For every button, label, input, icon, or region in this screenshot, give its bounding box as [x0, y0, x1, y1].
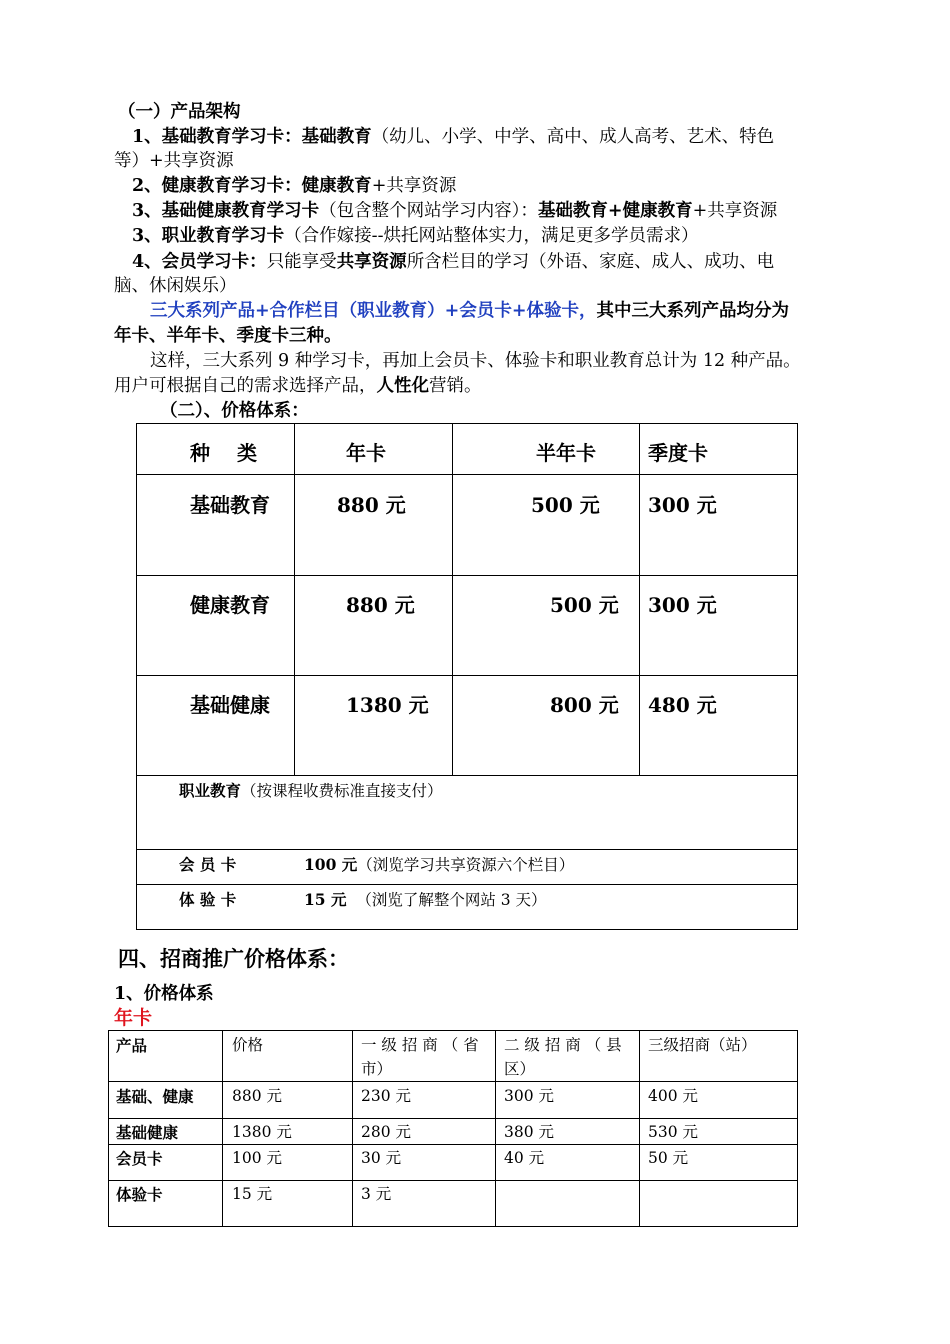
vocational-row: 职业教育（按课程收费标准直接支付） [179, 781, 443, 800]
para1: 这样，三大系列 9 种学习卡，再加上会员卡、体验卡和职业教育总计为 12 种产品。 [150, 351, 801, 371]
row3-year: 1380 元 [346, 693, 429, 717]
row3-quarter: 480 元 [648, 693, 717, 717]
row2-kind: 健康教育 [190, 593, 270, 617]
row2-quarter: 300 元 [648, 593, 717, 617]
t2-row3-level1: 30 元 [361, 1149, 402, 1167]
trial-detail: 15 元 （浏览了解整个网站 3 天） [304, 890, 547, 909]
para2: 用户可根据自己的需求选择产品，人性化营销。 [114, 376, 482, 396]
t2-row2-price: 1380 元 [232, 1123, 292, 1141]
t2-row3-price: 100 元 [232, 1149, 283, 1167]
t2-row4-product: 体验卡 [116, 1185, 163, 1204]
t2-row4-price: 15 元 [232, 1185, 273, 1203]
t2-header-price: 价格 [232, 1036, 264, 1054]
item1-line: 1、基础教育学习卡：基础教育（幼儿、小学、中学、高中、成人高考、艺术、特色 [132, 127, 775, 147]
header-kind: 种 类 [190, 441, 257, 465]
member-label: 会 员 卡 [179, 855, 237, 874]
row3-kind: 基础健康 [190, 693, 270, 717]
trial-label: 体 验 卡 [179, 890, 237, 909]
summary-cont: 年卡、半年卡、季度卡三种。 [114, 326, 342, 346]
t2-row1-level2: 300 元 [504, 1087, 555, 1105]
price-table [136, 423, 798, 930]
row2-half-year: 500 元 [550, 593, 619, 617]
header-year: 年卡 [346, 441, 386, 465]
row1-half-year: 500 元 [531, 493, 600, 517]
agency-price-table [108, 1030, 798, 1227]
item5-cont: 脑、休闲娱乐） [114, 276, 237, 296]
t2-header-level2-cont: 区） [504, 1060, 536, 1078]
item3-line: 3、基础健康教育学习卡（包含整个网站学习内容）：基础教育+健康教育+共享资源 [132, 201, 778, 221]
t2-row2-level3: 530 元 [648, 1123, 699, 1141]
t2-row2-level2: 380 元 [504, 1123, 555, 1141]
row3-half-year: 800 元 [550, 693, 619, 717]
section4-sub: 1、价格体系 [114, 984, 214, 1004]
header-half-year: 半年卡 [536, 441, 596, 465]
section2-title: （二）、价格体系： [160, 401, 309, 421]
t2-row2-level1: 280 元 [361, 1123, 412, 1141]
summary-line: 三大系列产品+合作栏目（职业教育）+会员卡+体验卡，其中三大系列产品均分为 [150, 301, 789, 321]
section4-title: 四、招商推广价格体系： [118, 946, 349, 971]
t2-row1-level1: 230 元 [361, 1087, 412, 1105]
item4-line: 3、职业教育学习卡（合作嫁接--烘托网站整体实力，满足更多学员需求） [132, 226, 699, 246]
t2-row3-level2: 40 元 [504, 1149, 545, 1167]
section1-title: （一）产品架构 [118, 102, 241, 122]
header-quarter: 季度卡 [648, 441, 708, 465]
member-detail: 100 元（浏览学习共享资源六个栏目） [304, 855, 575, 874]
item5-line: 4、会员学习卡：只能享受共享资源所含栏目的学习（外语、家庭、成人、成功、电 [132, 252, 775, 272]
t2-row3-product: 会员卡 [116, 1149, 163, 1168]
t2-header-level1-cont: 市） [361, 1060, 393, 1078]
t2-header-product: 产品 [116, 1036, 148, 1055]
row1-kind: 基础教育 [190, 493, 270, 517]
t2-header-level1: 一 级 招 商 （ 省 [361, 1036, 479, 1054]
t2-header-level3: 三级招商（站） [648, 1036, 757, 1054]
t2-row1-product: 基础、健康 [116, 1087, 194, 1106]
t2-row3-level3: 50 元 [648, 1149, 689, 1167]
t2-row1-level3: 400 元 [648, 1087, 699, 1105]
item2-line: 2、健康教育学习卡：健康教育+共享资源 [132, 176, 457, 196]
year-card-label: 年卡 [114, 1007, 153, 1029]
item1-cont: 等）+共享资源 [114, 151, 234, 171]
t2-header-level2: 二 级 招 商 （ 县 [504, 1036, 622, 1054]
t2-row2-product: 基础健康 [116, 1123, 179, 1142]
row1-quarter: 300 元 [648, 493, 717, 517]
row1-year: 880 元 [337, 493, 406, 517]
t2-row4-level1: 3 元 [361, 1185, 392, 1203]
row2-year: 880 元 [346, 593, 415, 617]
t2-row1-price: 880 元 [232, 1087, 283, 1105]
